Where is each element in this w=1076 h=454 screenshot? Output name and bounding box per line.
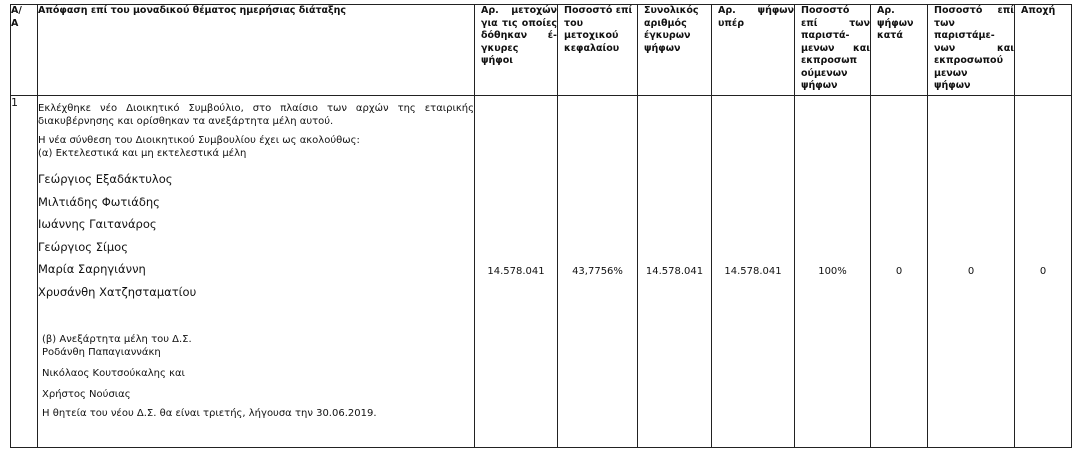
independent-member-name: Ροδάνθη Παπαγιαννάκη: [42, 347, 161, 358]
independent-member-name: Χρήστος Νούσιας: [42, 389, 131, 400]
member-name: Γεώργιος Εξαδάκτυλος: [38, 172, 173, 186]
voting-results-table: [10, 4, 1072, 448]
header-line: Ποσοστό επί: [934, 5, 1014, 16]
member-name: Μαρία Σαρηγιάννη: [38, 262, 146, 276]
independent-members-block: [38, 333, 474, 401]
header-pct-against: [928, 5, 1015, 96]
pct-against-value: 0: [928, 96, 1015, 448]
total-valid-votes-value: 14.578.041: [638, 96, 712, 448]
header-line: κεφαλαίου: [564, 42, 620, 54]
header-line: του: [564, 17, 584, 29]
header-line: Αρ.: [877, 5, 895, 16]
header-line: αριθμός: [644, 17, 687, 29]
abstention-value: 0: [1015, 96, 1072, 448]
decision-description: [38, 96, 475, 448]
header-line: Αρ. ψήφων: [718, 5, 794, 16]
header-line: των: [934, 17, 955, 29]
header-aa: [11, 5, 38, 96]
composition-subheading: (α) Εκτελεστικά και μη εκτελεστικά μέλη: [38, 148, 247, 159]
header-line: παριστά-: [801, 30, 850, 41]
pct-for-value: 100%: [795, 96, 871, 448]
independent-heading: (β) Ανεξάρτητα μέλη του Δ.Σ.: [42, 334, 192, 345]
header-line: γκυρες: [481, 42, 519, 54]
executive-members-list: [38, 168, 474, 303]
header-line: μενων και: [801, 42, 870, 54]
member-name: Ιωάννης Γαιτανάρος: [38, 217, 157, 231]
header-line: έγκυρων: [644, 30, 691, 41]
table-row: [11, 96, 1072, 448]
header-line: κατά: [877, 30, 903, 41]
header-line: ψήφοι: [481, 55, 513, 66]
member-name: Γεώργιος Σίμος: [38, 239, 128, 254]
header-line: υπέρ: [718, 17, 745, 29]
header-line: δόθηκαν έ-: [481, 30, 557, 41]
header-line: Ποσοστό: [801, 5, 850, 16]
header-aa-line: Α: [11, 17, 19, 29]
votes-for-value: 14.578.041: [712, 96, 795, 448]
header-line: ψήφων: [934, 80, 971, 91]
header-votes-for: [712, 5, 795, 96]
composition-block: [38, 134, 474, 160]
header-line: για τις οποίες: [481, 17, 557, 29]
header-line: επί των: [801, 17, 870, 29]
row-index: 1: [11, 96, 38, 448]
pct-capital-value: 43,7756%: [558, 96, 638, 448]
header-pct-capital: [558, 5, 638, 96]
member-name: Μιλτιάδης Φωτιάδης: [38, 194, 160, 209]
votes-against-value: 0: [871, 96, 928, 448]
header-line: ψήφων: [644, 42, 681, 54]
header-shares-valid-votes: [475, 5, 558, 96]
header-total-valid-votes: [638, 5, 712, 96]
shares-valid-votes-value: 14.578.041: [475, 96, 558, 448]
header-line: εκπροσωπού: [934, 55, 1003, 66]
header-line: Συνολικός: [644, 5, 699, 16]
header-votes-against: [871, 5, 928, 96]
decision-intro: Εκλέχθηκε νέο Διοικητικό Συμβούλιο, στο πλαίσιο των αρχών της εταιρικής διακυβέρνησης και ορίσθηκαν τα ανεξάρτητα μέλη αυτού.: [38, 103, 474, 127]
header-line: εκπροσωπ: [801, 55, 858, 66]
header-line: νων και: [934, 42, 1014, 54]
header-aa-line: Α/: [11, 5, 22, 16]
header-decision: Απόφαση επί του μοναδικού θέματος ημερήσιας διάταξης: [38, 5, 475, 96]
header-line: παριστάμε-: [934, 30, 995, 41]
header-line: Ποσοστό επί: [564, 5, 633, 16]
term-note: Η θητεία του νέου Δ.Σ. θα είναι τριετής, λήγουσα την 30.06.2019.: [42, 408, 377, 419]
header-row: [11, 5, 1072, 96]
header-line: μενων: [934, 67, 968, 79]
header-line: ψήφων: [801, 80, 838, 91]
member-name: Χρυσάνθη Χατζησταματίου: [38, 284, 197, 299]
header-line: μετοχικού: [564, 30, 619, 41]
header-line: ψήφων: [877, 17, 914, 29]
header-pct-for: [795, 5, 871, 96]
composition-line: Η νέα σύνθεση του Διοικητικού Συμβουλίου έχει ως ακολούθως:: [38, 135, 360, 146]
header-abstention: Αποχή: [1015, 5, 1072, 96]
header-line: ούμενων: [801, 67, 848, 79]
independent-member-name: Νικόλαος Κουτσούκαλης και: [42, 368, 185, 379]
header-line: Αρ. μετοχών: [481, 5, 557, 16]
